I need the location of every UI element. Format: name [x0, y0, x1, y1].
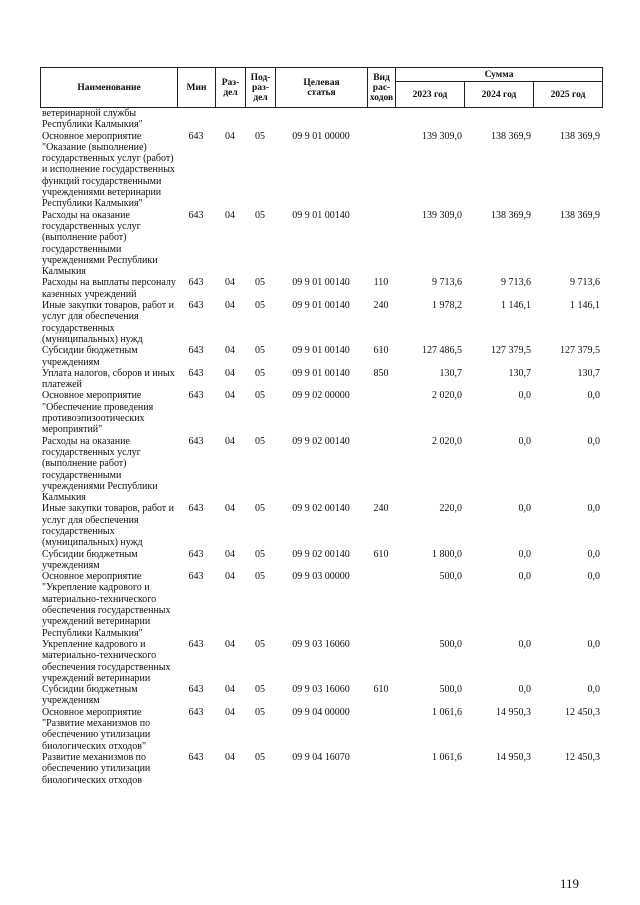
header-sum: Сумма: [396, 68, 603, 82]
row-value-2023: 500,0: [439, 684, 462, 696]
row-article: 09 9 04 16070: [292, 751, 350, 763]
row-name: Основное мероприятие "Развитие механизмов по обеспечению утилизации биологических отходов": [42, 706, 151, 752]
header-kind: Вид рас- ходов: [368, 68, 396, 108]
row-kind: 850: [373, 367, 389, 379]
row-value-2023: 1 061,6: [432, 706, 462, 718]
row-kind: 610: [373, 345, 389, 357]
row-value-2025: 12 450,3: [565, 706, 600, 718]
row-name: Расходы на оказание государственных услуг (выполнение работ) государственными учреждениями Республики Калмыкия: [42, 209, 158, 278]
row-value-2023: 1 061,6: [432, 751, 462, 763]
row-value-2024: 14 950,3: [496, 706, 531, 718]
row-value-2024: 14 950,3: [496, 751, 531, 763]
row-value-2023: 1 800,0: [432, 548, 462, 560]
row-value-2024: 0,0: [518, 571, 531, 583]
row-min: 643: [188, 300, 204, 312]
row-subsection: 05: [255, 571, 265, 583]
row-subsection: 05: [255, 209, 265, 221]
row-subsection: 05: [255, 345, 265, 357]
row-name: Укрепление кадрового и материально-технического обеспечения государственных учреждений ветеринарии: [42, 638, 171, 684]
row-value-2024: 9 713,6: [501, 277, 531, 289]
row-min: 643: [188, 435, 204, 447]
row-value-2024: 0,0: [518, 684, 531, 696]
table-row: [40, 436, 602, 504]
row-kind: 610: [373, 548, 389, 560]
row-name: ветеринарной службы Республики Калмыкия": [42, 108, 143, 131]
row-name: Основное мероприятие "Оказание (выполнение) государственных услуг (работ) и исполнение государственных функций государственными учреждениями ветеринарии Республики Калмыкия": [42, 130, 175, 210]
row-subsection: 05: [255, 638, 265, 650]
row-value-2025: 0,0: [587, 571, 600, 583]
row-min: 643: [188, 684, 204, 696]
row-min: 643: [188, 503, 204, 515]
row-subsection: 05: [255, 130, 265, 142]
row-section: 04: [225, 638, 235, 650]
row-subsection: 05: [255, 435, 265, 447]
row-value-2025: 0,0: [587, 390, 600, 402]
table-row: [40, 131, 602, 210]
row-value-2023: 139 309,0: [422, 130, 462, 142]
table-row: [40, 108, 602, 131]
row-name: Иные закупки товаров, работ и услуг для обеспечения государственных (муниципальных) нужд: [42, 300, 175, 345]
table-body: [40, 108, 602, 786]
header-min: Мин: [178, 68, 216, 108]
row-section: 04: [225, 390, 235, 402]
row-value-2025: 12 450,3: [565, 751, 600, 763]
page-number: 119: [560, 876, 580, 891]
table-row: [40, 300, 602, 345]
row-section: 04: [225, 367, 235, 379]
table-row: [40, 277, 602, 300]
row-value-2025: 0,0: [587, 684, 600, 696]
row-section: 04: [225, 503, 235, 515]
header-name: Наименование: [41, 68, 178, 108]
table-row: [40, 390, 602, 435]
row-subsection: 05: [255, 367, 265, 379]
row-min: 643: [188, 548, 204, 560]
row-value-2023: 220,0: [439, 503, 462, 515]
row-name: Субсидии бюджетным учреждениям: [42, 548, 138, 571]
row-min: 643: [188, 751, 204, 763]
header-article: Целевая статья: [276, 68, 368, 108]
row-article: 09 9 01 00140: [292, 300, 350, 312]
row-name: Уплата налогов, сборов и иных платежей: [42, 367, 175, 391]
row-subsection: 05: [255, 390, 265, 402]
row-article: 09 9 02 00140: [292, 548, 350, 560]
row-section: 04: [225, 345, 235, 357]
row-kind: 240: [373, 503, 389, 515]
row-article: 09 9 02 00140: [292, 435, 350, 447]
row-min: 643: [188, 367, 204, 379]
row-value-2024: 138 369,9: [491, 209, 531, 221]
row-subsection: 05: [255, 300, 265, 312]
row-section: 04: [225, 130, 235, 142]
row-subsection: 05: [255, 548, 265, 560]
table-row: [40, 368, 602, 391]
row-subsection: 05: [255, 684, 265, 696]
row-min: 643: [188, 638, 204, 650]
header-year-2023: 2023 год: [396, 82, 465, 108]
row-article: 09 9 01 00140: [292, 209, 350, 221]
row-value-2025: 138 369,9: [560, 130, 600, 142]
row-article: 09 9 04 00000: [292, 706, 350, 718]
row-subsection: 05: [255, 706, 265, 718]
row-name: Субсидии бюджетным учреждениям: [42, 684, 138, 707]
row-section: 04: [225, 209, 235, 221]
table-row: [40, 345, 602, 368]
row-value-2023: 500,0: [439, 638, 462, 650]
row-kind: 610: [373, 684, 389, 696]
row-section: 04: [225, 300, 235, 312]
row-value-2025: 0,0: [587, 503, 600, 515]
row-name: Основное мероприятие "Укрепление кадрового и материально-технического обеспечения государственных учреждений ветеринарии Республики Калмыкия": [42, 571, 171, 639]
row-article: 09 9 02 00140: [292, 503, 350, 515]
row-name: Развитие механизмов по обеспечению утилизации биологических отходов: [42, 751, 151, 786]
row-min: 643: [188, 345, 204, 357]
table-row: [40, 752, 602, 786]
row-value-2024: 0,0: [518, 503, 531, 515]
row-min: 643: [188, 209, 204, 221]
row-min: 643: [188, 277, 204, 289]
row-subsection: 05: [255, 751, 265, 763]
row-subsection: 05: [255, 503, 265, 515]
row-value-2025: 130,7: [577, 367, 600, 379]
row-name: Расходы на оказание государственных услуг (выполнение работ) государственными учреждениями Республики Калмыкия: [42, 435, 158, 504]
row-min: 643: [188, 390, 204, 402]
table-row: [40, 571, 602, 639]
row-value-2024: 138 369,9: [491, 130, 531, 142]
table-row: [40, 639, 602, 684]
row-value-2023: 130,7: [439, 367, 462, 379]
row-article: 09 9 01 00140: [292, 367, 350, 379]
table-row: [40, 210, 602, 278]
row-value-2023: 9 713,6: [432, 277, 462, 289]
header-subsection: Под- раз- дел: [246, 68, 276, 108]
row-value-2025: 138 369,9: [560, 209, 600, 221]
row-value-2023: 139 309,0: [422, 209, 462, 221]
row-value-2023: 127 486,5: [422, 345, 462, 357]
row-value-2025: 127 379,5: [560, 345, 600, 357]
row-min: 643: [188, 706, 204, 718]
row-kind: 240: [373, 300, 389, 312]
row-section: 04: [225, 548, 235, 560]
row-article: 09 9 03 16060: [292, 638, 350, 650]
header-section: Раз- дел: [216, 68, 246, 108]
table-row: [40, 549, 602, 572]
row-value-2025: 0,0: [587, 435, 600, 447]
row-article: 09 9 01 00000: [292, 130, 350, 142]
header-year-2025: 2025 год: [534, 82, 603, 108]
row-value-2025: 0,0: [587, 548, 600, 560]
row-value-2025: 9 713,6: [570, 277, 600, 289]
row-subsection: 05: [255, 277, 265, 289]
row-section: 04: [225, 435, 235, 447]
row-value-2025: 0,0: [587, 638, 600, 650]
row-value-2025: 1 146,1: [570, 300, 600, 312]
row-value-2023: 500,0: [439, 571, 462, 583]
row-article: 09 9 01 00140: [292, 277, 350, 289]
row-value-2024: 130,7: [508, 367, 531, 379]
row-min: 643: [188, 130, 204, 142]
row-section: 04: [225, 684, 235, 696]
row-article: 09 9 01 00140: [292, 345, 350, 357]
row-value-2023: 1 978,2: [432, 300, 462, 312]
header-year-2024: 2024 год: [465, 82, 534, 108]
row-name: Основное мероприятие "Обеспечение проведения противоэпизоотических мероприятий": [42, 390, 154, 436]
row-article: 09 9 02 00000: [292, 390, 350, 402]
row-value-2024: 1 146,1: [501, 300, 531, 312]
row-value-2023: 2 020,0: [432, 435, 462, 447]
row-value-2024: 0,0: [518, 390, 531, 402]
row-section: 04: [225, 571, 235, 583]
row-value-2024: 0,0: [518, 435, 531, 447]
row-value-2023: 2 020,0: [432, 390, 462, 402]
row-name: Субсидии бюджетным учреждениям: [42, 345, 138, 368]
table-header: [40, 67, 603, 108]
row-article: 09 9 03 16060: [292, 684, 350, 696]
row-value-2024: 0,0: [518, 638, 531, 650]
row-value-2024: 127 379,5: [491, 345, 531, 357]
table-row: [40, 707, 602, 752]
table-row: [40, 503, 602, 548]
row-name: Расходы на выплаты персоналу казенных учреждений: [42, 277, 176, 300]
row-min: 643: [188, 571, 204, 583]
row-section: 04: [225, 277, 235, 289]
row-article: 09 9 03 00000: [292, 571, 350, 583]
row-name: Иные закупки товаров, работ и услуг для обеспечения государственных (муниципальных) нужд: [42, 503, 175, 549]
row-value-2024: 0,0: [518, 548, 531, 560]
table-row: [40, 684, 602, 707]
row-kind: 110: [373, 277, 389, 289]
row-section: 04: [225, 751, 235, 763]
row-section: 04: [225, 706, 235, 718]
